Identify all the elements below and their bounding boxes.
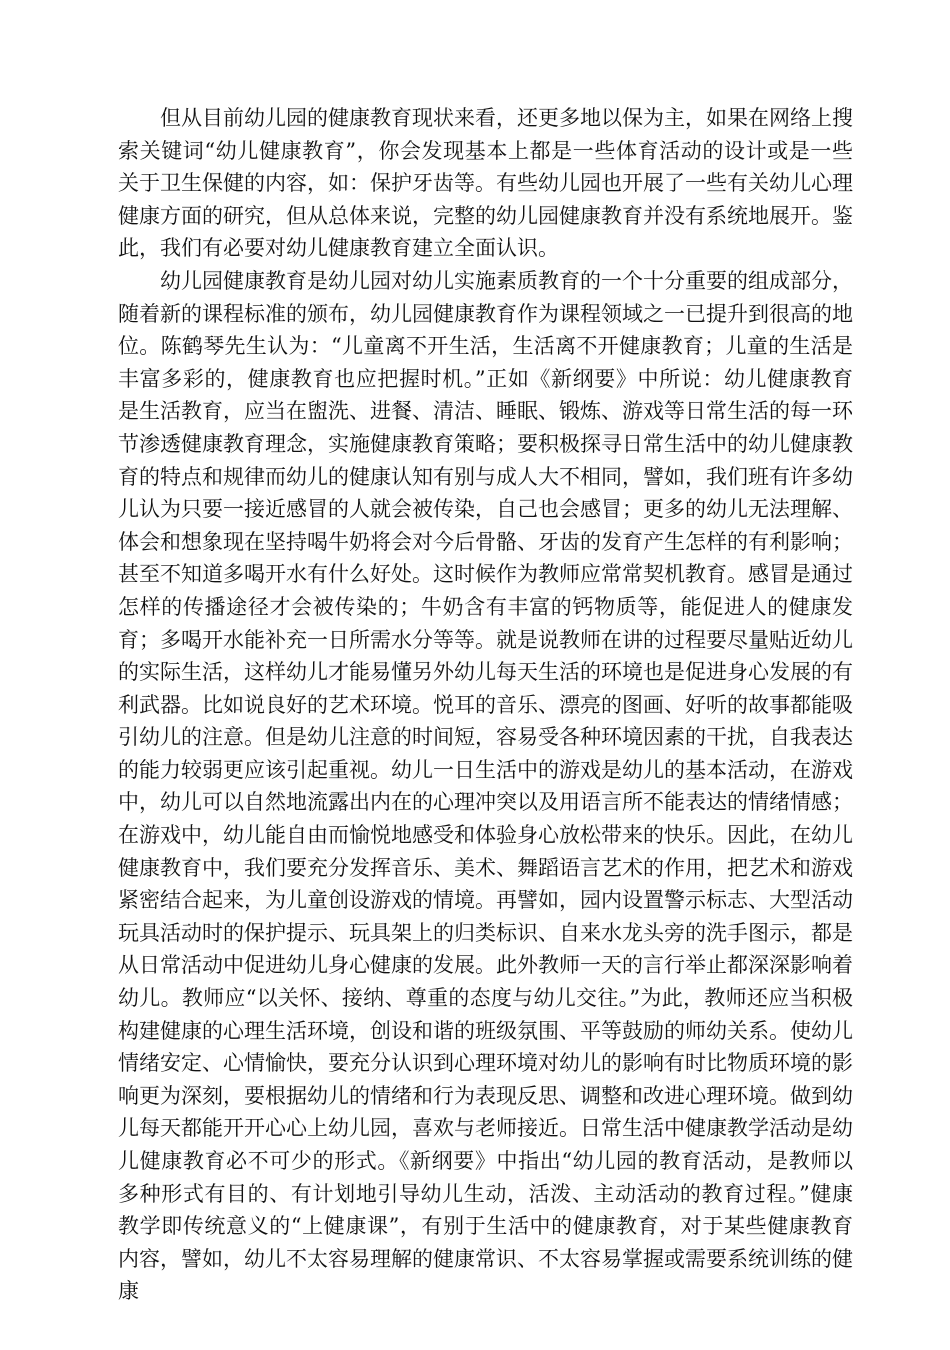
paragraph-kindergarten-health-education: 幼儿园健康教育是幼儿园对幼儿实施素质教育的一个十分重要的组成部分，随着新的课程标准的颁布，幼儿园健康教育作为课程领域之一已提升到很高的地位。陈鹤琴先生认为：“儿童离不开生活，生活离不开健康教育；儿童的生活是丰富多彩的，健康教育也应把握时机。”正如《新纲要》中所说：幼儿健康教育是生活教育，应当在盥洗、进餐、清洁、睡眠、锻炼、游戏等日常生活的每一环节渗透健康教育理念，实施健康教育策略；要积极探寻日常生活中的幼儿健康教育的特点和规律而幼儿的健康认知有别与成人大不相同，譬如，我们班有许多幼儿认为只要一接近感冒的人就会被传染，自己也会感冒；更多的幼儿无法理解、体会和想象现在坚持喝牛奶将会对今后骨骼、牙齿的发育产生怎样的有利影响；甚至不知道多喝开水有什么好处。这时候作为教师应常常契机教育。感冒是通过怎样的传播途径才会被传染的；牛奶含有丰富的钙物质等，能促进人的健康发育；多喝开水能补充一日所需水分等等。就是说教师在讲的过程要尽量贴近幼儿的实际生活，这样幼儿才能易懂另外幼儿每天生活的环境也是促进身心发展的有利武器。比如说良好的艺术环境。悦耳的音乐、漂亮的图画、好听的故事都能吸引幼儿的注意。但是幼儿注意的时间短，容易受各种环境因素的干扰，自我表达的能力较弱更应该引起重视。幼儿一日生活中的游戏是幼儿的基本活动，在游戏中，幼儿可以自然地流露出内在的心理冲突以及用语言所不能表达的情绪情感；在游戏中，幼儿能自由而愉悦地感受和体验身心放松带来的快乐。因此，在幼儿健康教育中，我们要充分发挥音乐、美术、舞蹈语言艺术的作用，把艺术和游戏紧密结合起来，为儿童创设游戏的情境。再譬如，园内设置警示标志、大型活动玩具活动时的保护提示、玩具架上的归类标识、自来水龙头旁的洗手图示，都是从日常活动中促进幼儿身心健康的发展。此外教师一天的言行举止都深深影响着幼儿。教师应“以关怀、接纳、尊重的态度与幼儿交往。”为此，教师还应当积极构建健康的心理生活环境，创设和谐的班级氛围、平等鼓励的师幼关系。使幼儿情绪安定、心情愉快，要充分认识到心理环境对幼儿的影响有时比物质环境的影响更为深刻，要根据幼儿的情绪和行为表现反思、调整和改进心理环境。做到幼儿每天都能开开心心上幼儿园，喜欢与老师接近。日常生活中健康教学活动是幼儿健康教育必不可少的形式。《新纲要》中指出“幼儿园的教育活动，是教师以多种形式有目的、有计划地引导幼儿生动，活泼、主动活动的教育过程。”健康教学即传统意义的“上健康课”，有别于生活中的健康教育，对于某些健康教育内容，譬如，幼儿不太容易理解的健康常识、不太容易掌握或需要系统训练的健康 — [118, 268, 853, 1304]
paragraph-health-education-status: 但从目前幼儿园的健康教育现状来看，还更多地以保为主，如果在网络上搜索关键词“幼儿健康教育”，你会发现基本上都是一些体育活动的设计或是一些关于卫生保健的内容，如：保护牙齿等。有些幼儿园也开展了一些有关幼儿心理健康方面的研究，但从总体来说，完整的幼儿园健康教育并没有系统地展开。鉴此，我们有必要对幼儿健康教育建立全面认识。 — [118, 106, 853, 261]
document-text-block — [118, 102, 853, 1308]
